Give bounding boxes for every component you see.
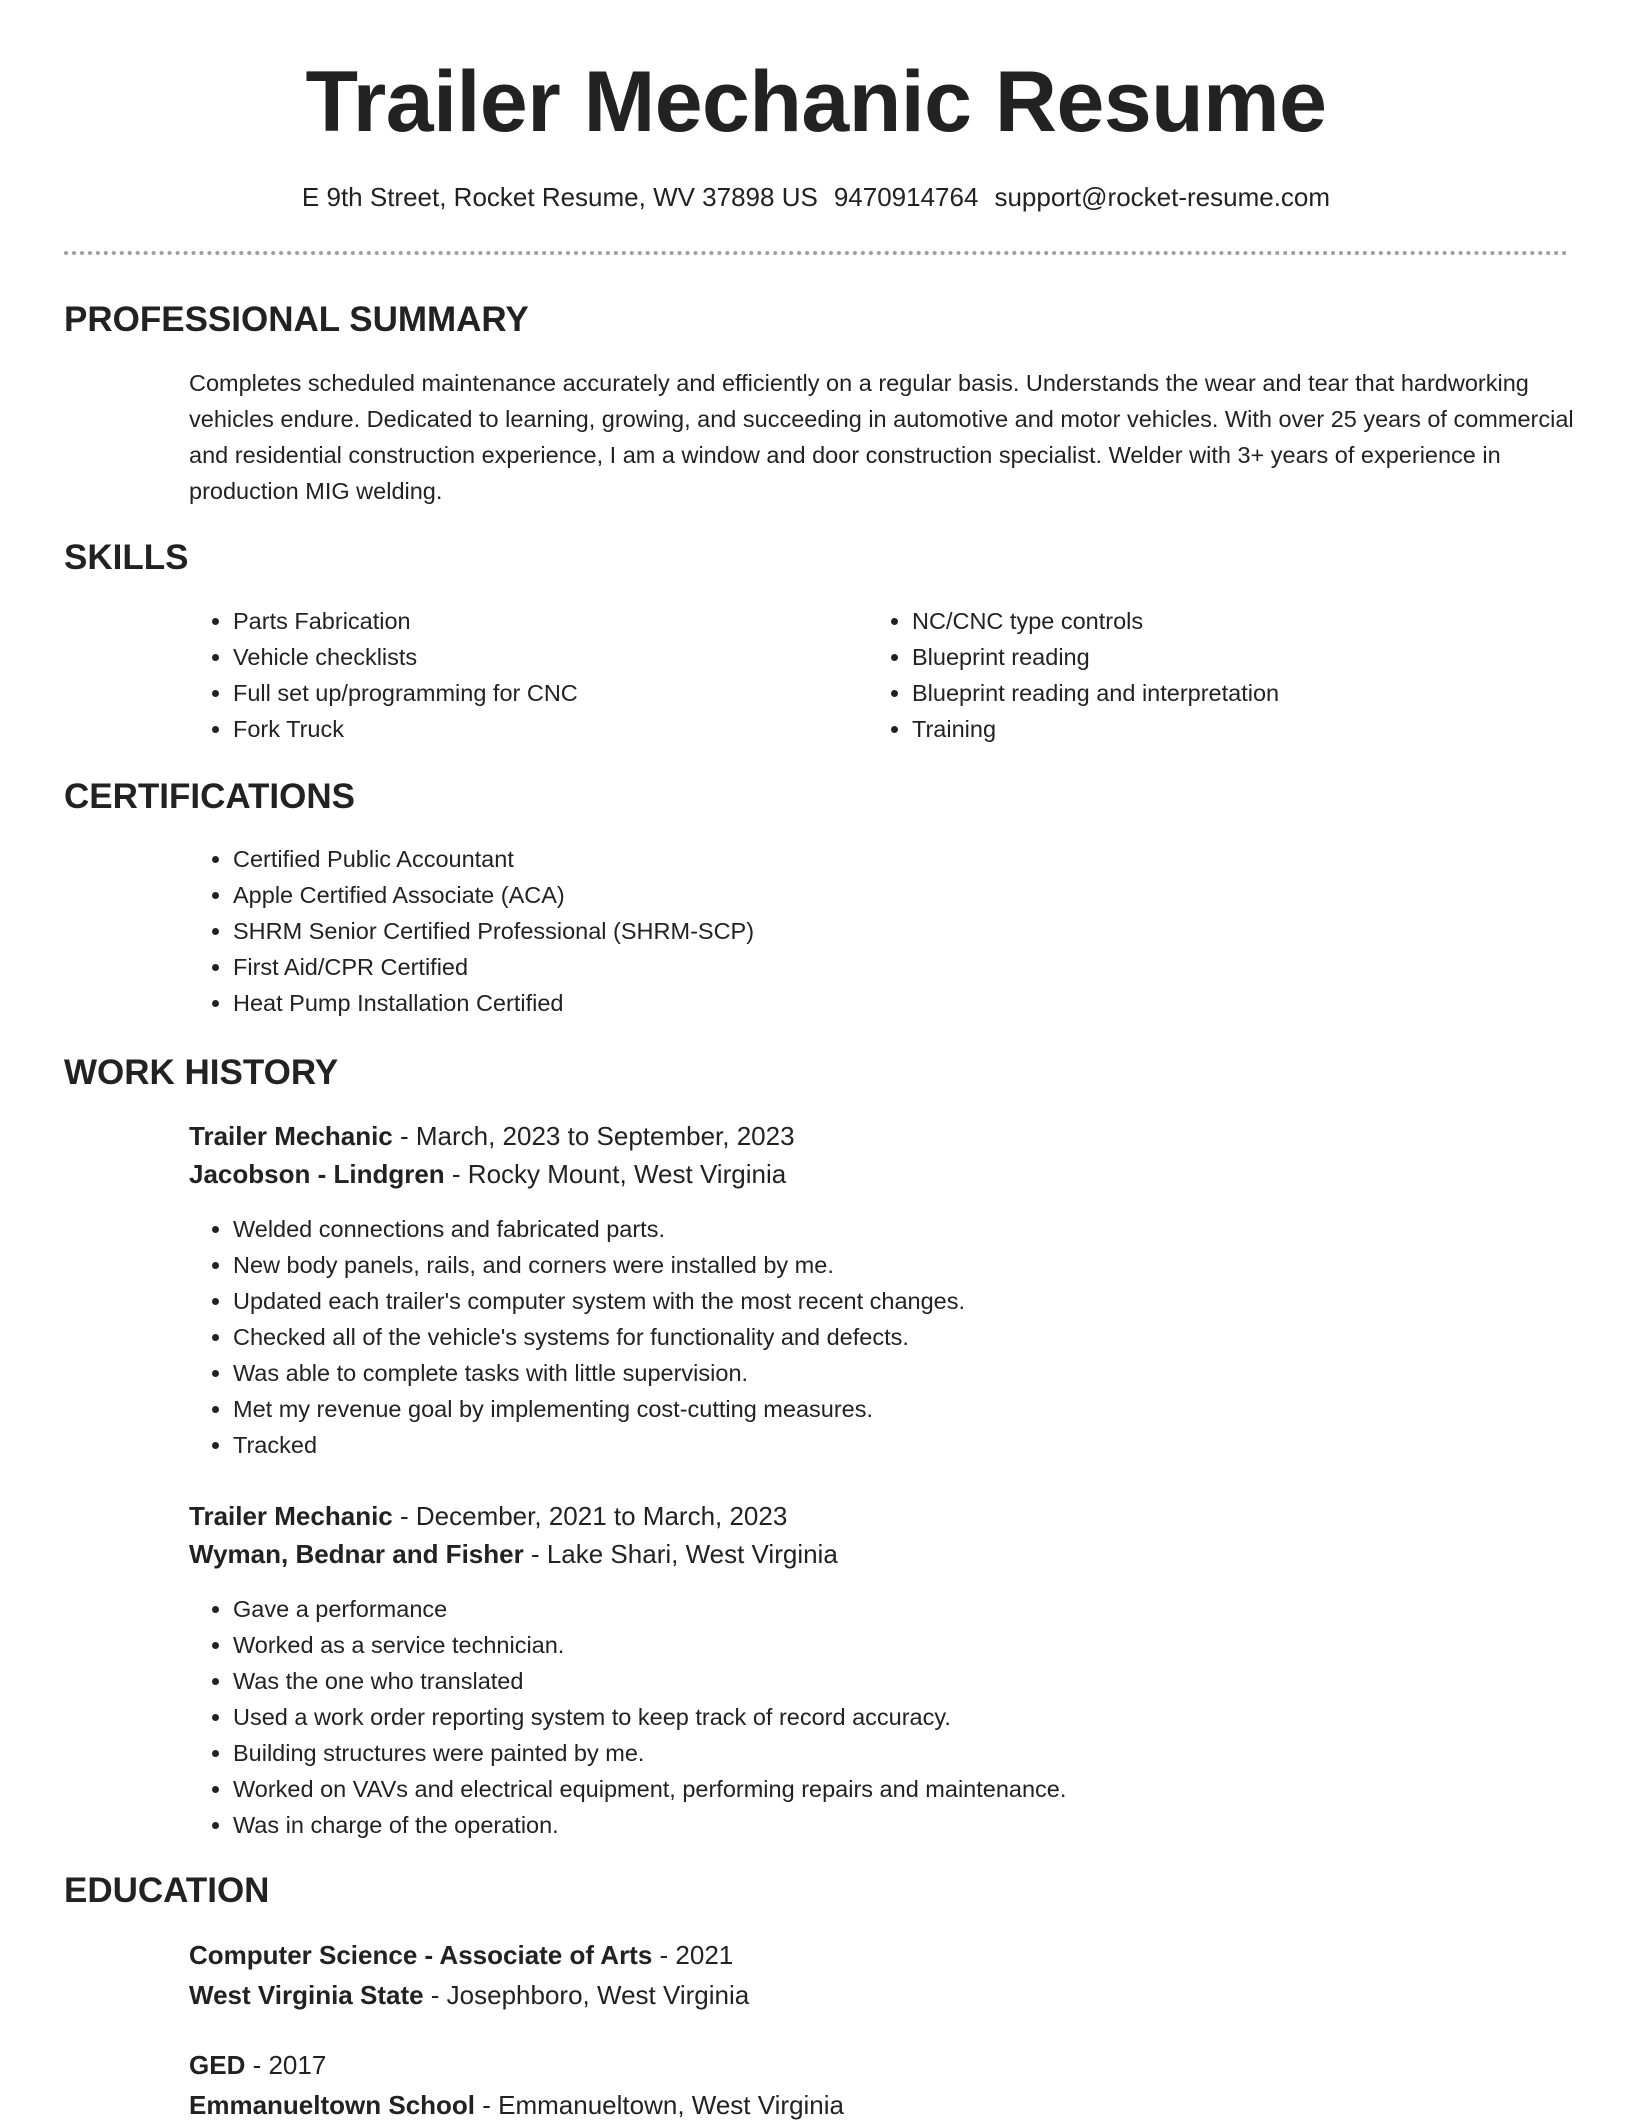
skill-item: • Fork Truck [233,711,833,747]
certification-item: • Apple Certified Associate (ACA) [233,877,1233,913]
skill-item: • Blueprint reading [912,639,1512,675]
job-bullet: • Worked as a service technician. [233,1627,1533,1663]
education-location: - Emmanueltown, West Virginia [475,2090,844,2120]
job-bullet: • Gave a performance [233,1591,1533,1627]
certification-item: • First Aid/CPR Certified [233,949,1233,985]
job-bullet: • Welded connections and fabricated parts. [233,1211,1533,1247]
job-title: Trailer Mechanic [189,1121,393,1151]
education-school: Emmanueltown School [189,2090,476,2120]
resume-name: Trailer Mechanic Resume [305,54,1327,150]
certification-item: • Certified Public Accountant [233,841,1233,877]
header-divider [64,251,1568,255]
certifications-list [189,841,1233,1021]
job-bullets [189,1211,1533,1463]
education-location: - Josephboro, West Virginia [423,1980,750,2010]
job-bullet: • Building structures were painted by me. [233,1735,1533,1771]
job-bullet: • New body panels, rails, and corners were installed by me. [233,1247,1533,1283]
job-title: Trailer Mechanic [189,1501,393,1531]
job-location: - Rocky Mount, West Virginia [444,1159,787,1189]
education-school-line [189,2087,844,2123]
job-dates: - March, 2023 to September, 2023 [392,1121,795,1151]
section-title-summary: PROFESSIONAL SUMMARY [64,300,529,339]
contact-email: support@rocket-resume.com [994,182,1331,212]
job-bullet: • Was the one who translated [233,1663,1533,1699]
job-employer-line [189,1156,786,1192]
education-school-line [189,1977,749,2013]
skill-item: • Full set up/programming for CNC [233,675,833,711]
job-bullet: • Used a work order reporting system to keep track of record accuracy. [233,1699,1533,1735]
skill-item: • Training [912,711,1512,747]
skills-list-right [868,603,1512,747]
job-bullet: • Was able to complete tasks with little supervision. [233,1355,1533,1391]
section-title-education: EDUCATION [64,1871,270,1910]
job-employer: Wyman, Bednar and Fisher [189,1539,524,1569]
job-employer: Jacobson - Lindgren [189,1159,445,1189]
education-year: - 2017 [245,2050,327,2080]
education-degree-line [189,1937,733,1973]
certification-item: • SHRM Senior Certified Professional (SHRM-SCP) [233,913,1233,949]
education-school: West Virginia State [189,1980,424,2010]
job-bullet: • Updated each trailer's computer system with the most recent changes. [233,1283,1533,1319]
job-bullet: • Worked on VAVs and electrical equipment, performing repairs and maintenance. [233,1771,1533,1807]
skill-item: • NC/CNC type controls [912,603,1512,639]
job-bullet: • Met my revenue goal by implementing cost-cutting measures. [233,1391,1533,1427]
education-degree-line [189,2047,326,2083]
education-year: - 2021 [652,1940,734,1970]
job-location: - Lake Shari, West Virginia [523,1539,838,1569]
education-degree: GED [189,2050,246,2080]
job-title-line [189,1118,795,1154]
job-employer-line [189,1536,838,1572]
job-bullet: • Tracked [233,1427,1533,1463]
skill-item: • Blueprint reading and interpretation [912,675,1512,711]
job-dates: - December, 2021 to March, 2023 [392,1501,788,1531]
job-bullet: • Was in charge of the operation. [233,1807,1533,1843]
job-bullet: • Checked all of the vehicle's systems for functionality and defects. [233,1319,1533,1355]
contact-line [0,180,1632,214]
section-title-certifications: CERTIFICATIONS [64,777,356,816]
contact-phone: 9470914764 [833,182,979,212]
section-title-work-history: WORK HISTORY [64,1053,339,1092]
education-degree: Computer Science - Associate of Arts [189,1940,653,1970]
summary-text: Completes scheduled maintenance accurately and efficiently on a regular basis. Understands the wear and tear that hardworking vehicles endure. Dedicated to learning, growing, and succeeding in automotive and motor vehicles. With over 25 years of commercial and residential construction experience, I am a window and door construction specialist. Welder with 3+ years of experience in production MIG welding. [189,370,1574,504]
certification-item: • Heat Pump Installation Certified [233,985,1233,1021]
job-bullets [189,1591,1533,1843]
job-title-line [189,1498,787,1534]
skill-item: • Parts Fabrication [233,603,833,639]
skill-item: • Vehicle checklists [233,639,833,675]
skills-list-left [189,603,833,747]
contact-address: E 9th Street, Rocket Resume, WV 37898 US [301,182,818,212]
section-title-skills: SKILLS [64,538,189,577]
